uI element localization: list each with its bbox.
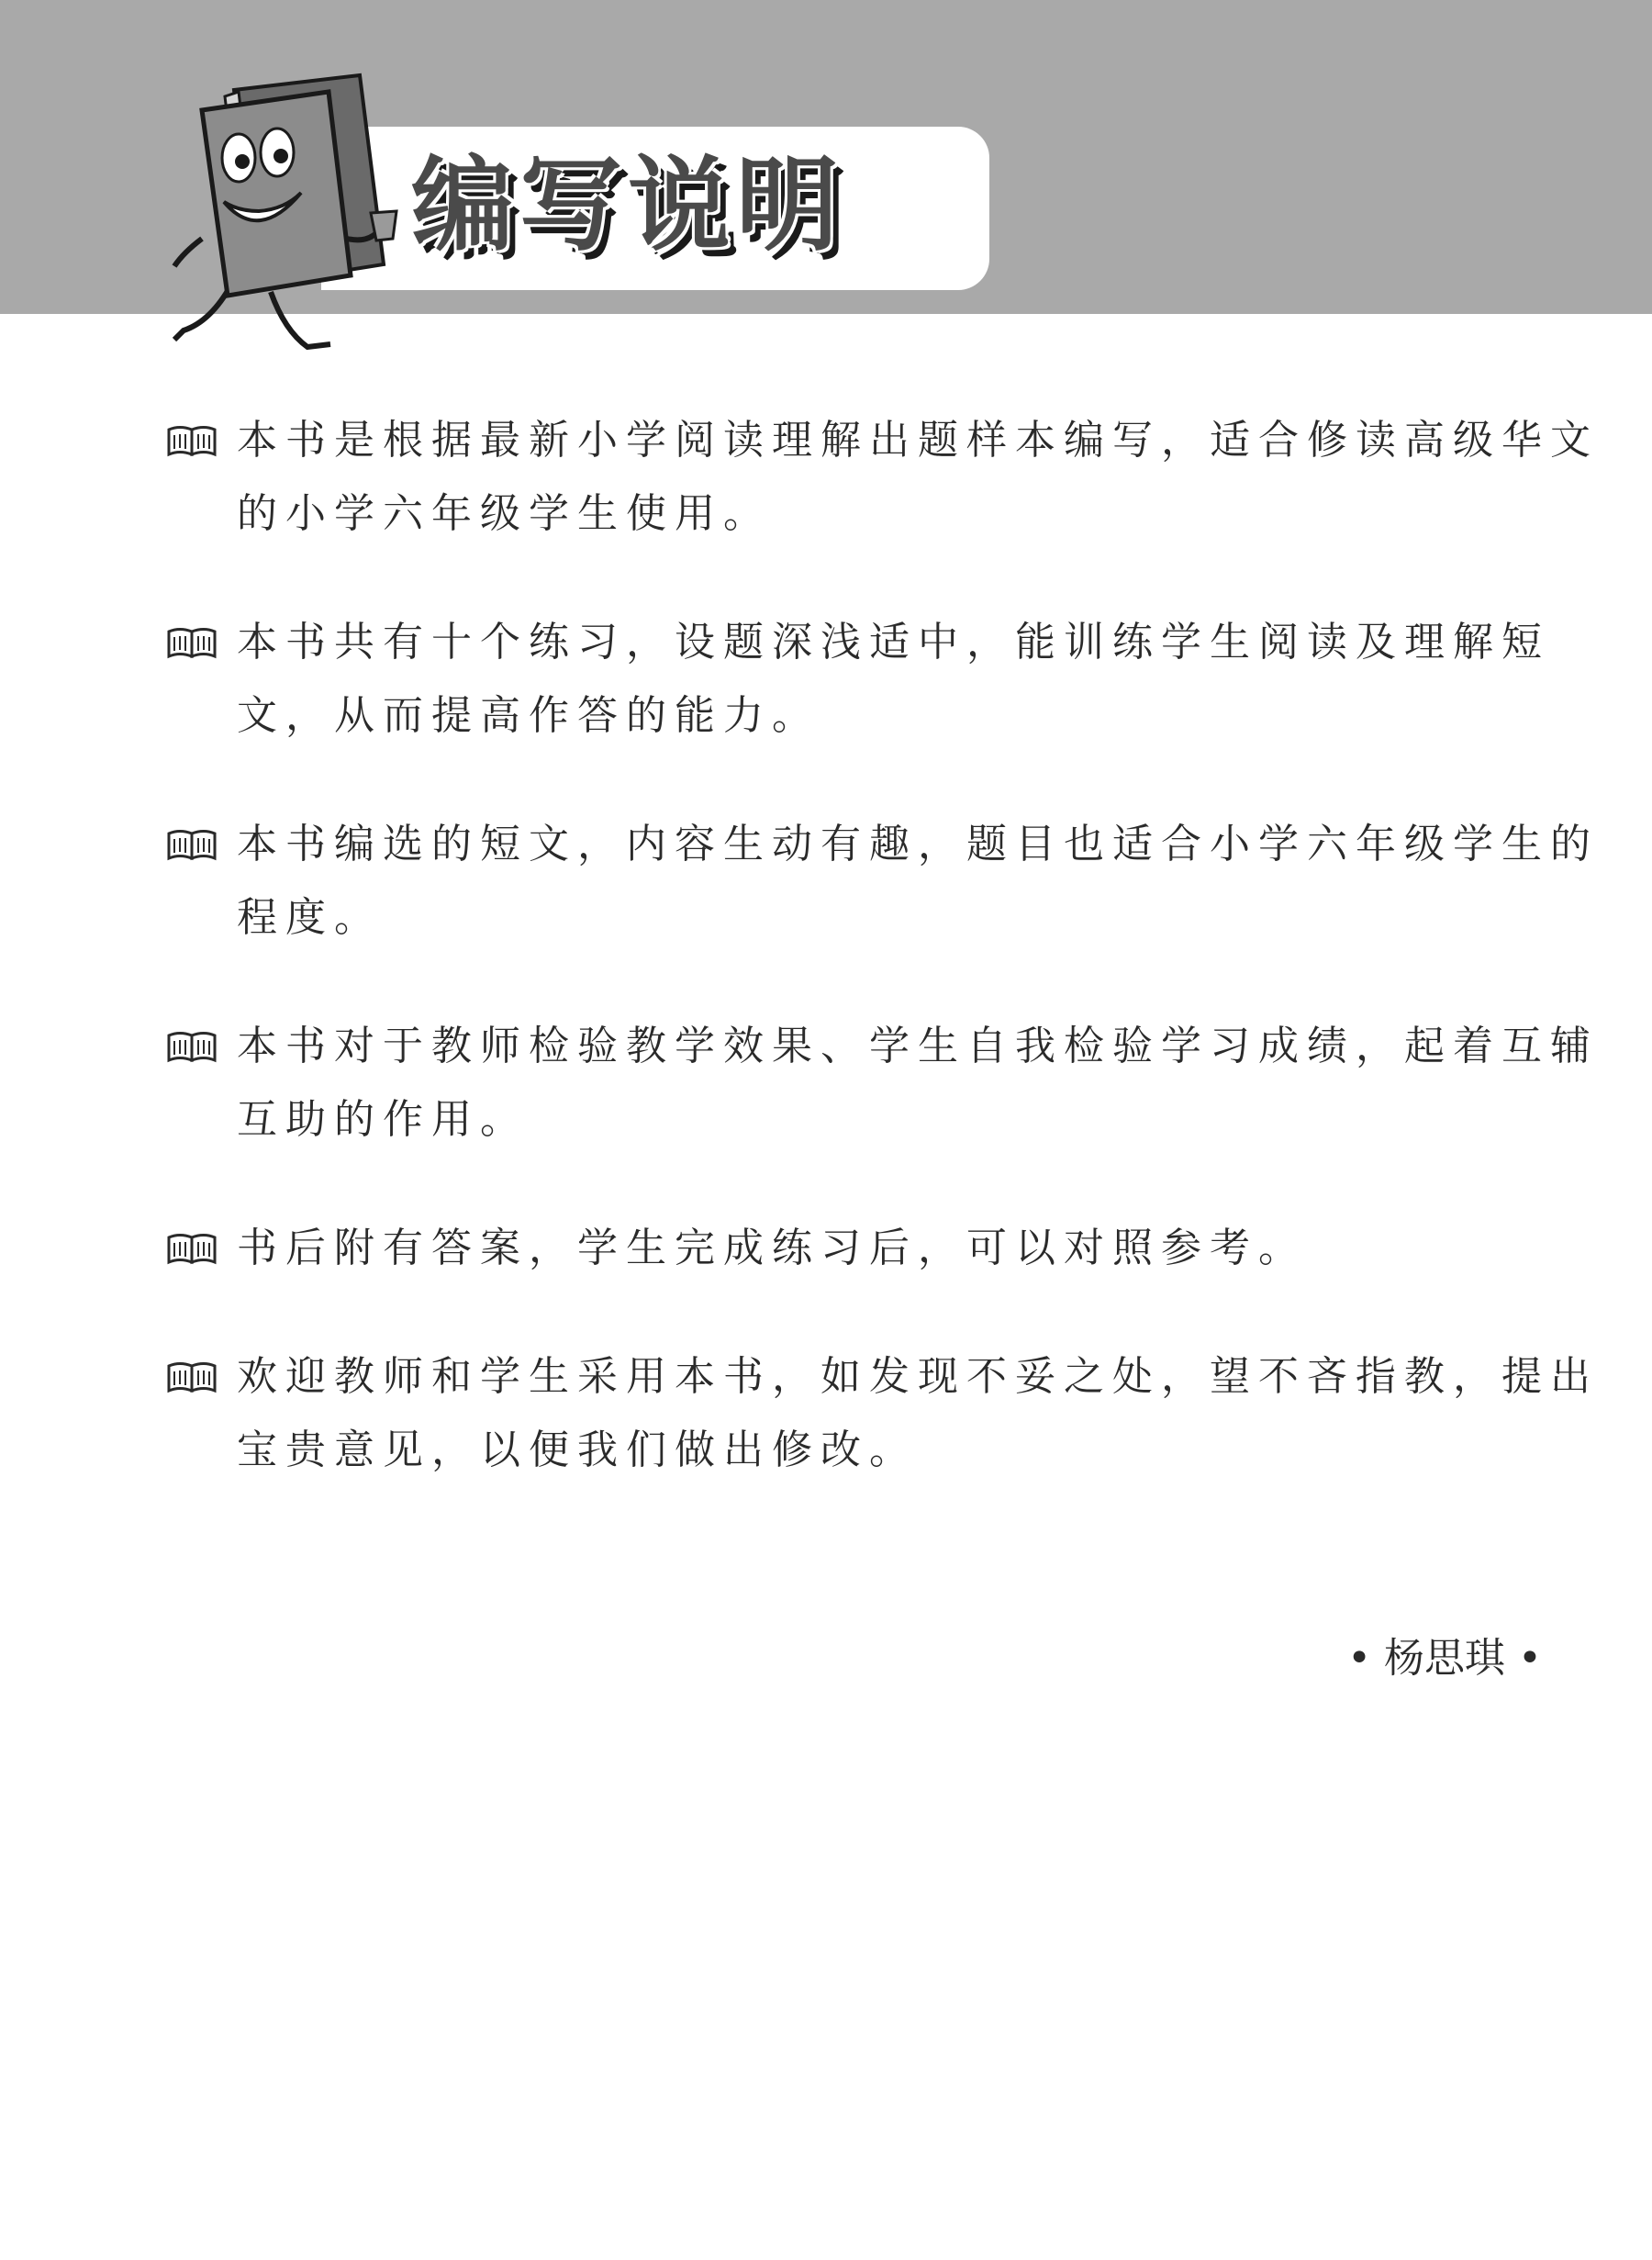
open-book-icon: [165, 1030, 218, 1063]
author-signature: • 杨思琪 •: [1347, 1635, 1542, 1682]
open-book-icon: [165, 1232, 218, 1265]
list-item: [165, 1212, 1623, 1285]
instructions-list: [165, 404, 1599, 1542]
open-book-icon: [165, 1360, 218, 1393]
list-item: [165, 808, 1623, 955]
paragraph-text: 本书是根据最新小学阅读理解出题样本编写，适合修读高级华文的小学六年级学生使用。: [237, 417, 1599, 537]
paragraph-text: 本书编选的短文，内容生动有趣，题目也适合小学六年级学生的程度。: [237, 821, 1599, 941]
list-item: [165, 404, 1623, 551]
paragraph-text: 欢迎教师和学生采用本书，如发现不妥之处，望不吝指教，提出宝贵意见，以便我们做出修改。: [237, 1353, 1599, 1473]
open-book-icon: [165, 626, 218, 659]
list-item: [165, 1010, 1623, 1157]
paragraph-text: 书后附有答案，学生完成练习后，可以对照参考。: [237, 1225, 1307, 1271]
list-item: [165, 1340, 1623, 1487]
book-mascot-icon: [147, 55, 404, 358]
open-book-icon: [165, 828, 218, 861]
list-item: [165, 606, 1623, 753]
page-title: 编写说明: [411, 146, 844, 265]
open-book-icon: [165, 424, 218, 457]
paragraph-text: 本书对于教师检验教学效果、学生自我检验学习成绩，起着互辅互助的作用。: [237, 1023, 1599, 1143]
paragraph-text: 本书共有十个练习，设题深浅适中，能训练学生阅读及理解短文，从而提高作答的能力。: [237, 619, 1550, 739]
